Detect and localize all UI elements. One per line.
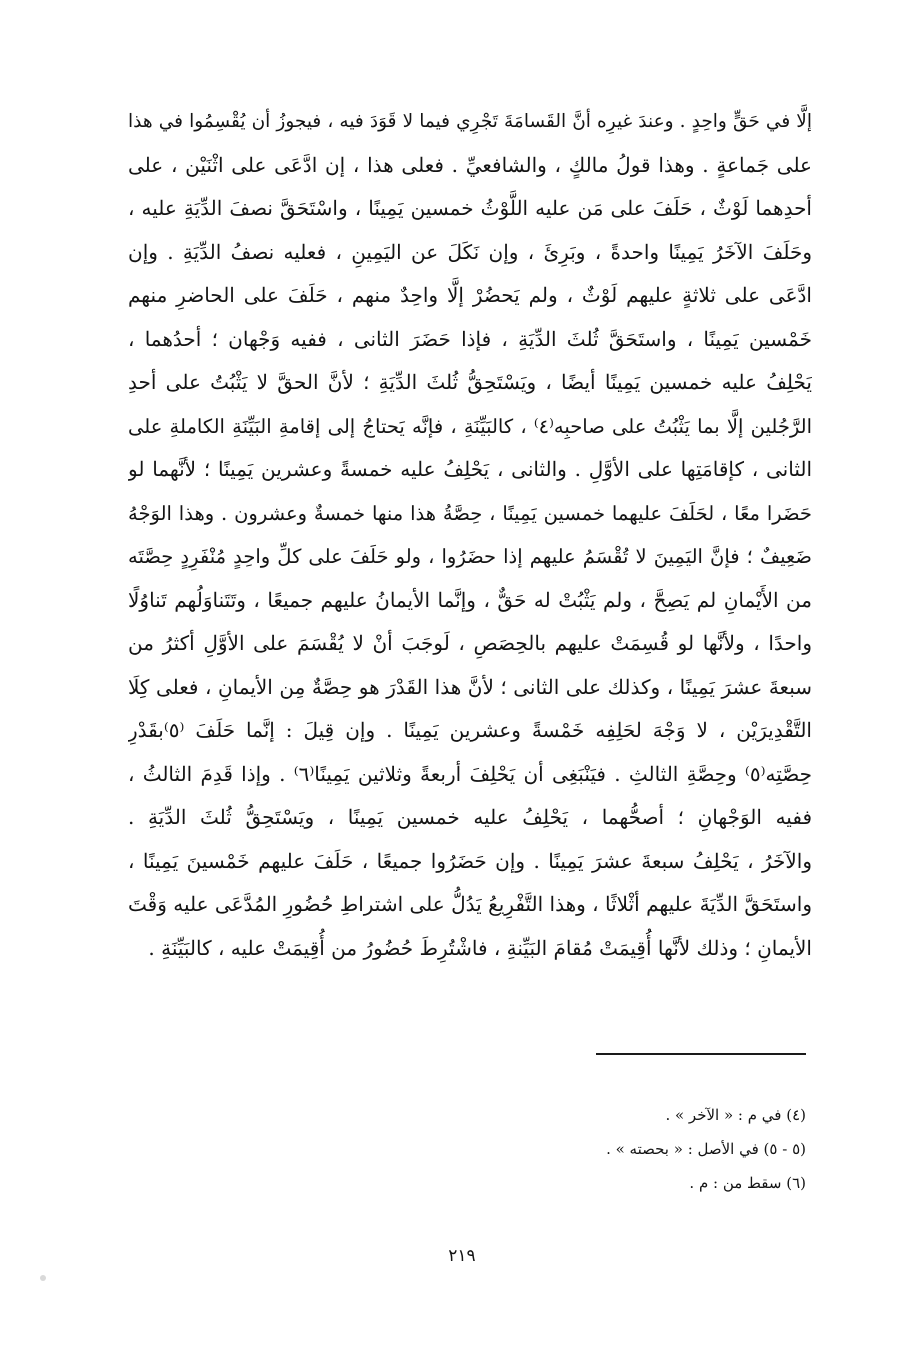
text-line: خَمْسين يَمِينًا ، واستَحَقَّ ثُلثَ الدِّيَةِ ، فإذا حَضَرَ الثانى ، ففيه وَجْهان ؛ أحدُهما ،	[128, 326, 812, 351]
text-line: واحدًا ، ولأنَّها لو قُسِمَتْ عليهم بالحِصَصِ ، لَوجَبَ أنْ لا يُقْسَمَ على الأوَّلِ أكثرُ من	[128, 631, 812, 655]
footnote: (٦) سقط من : م .	[689, 1174, 806, 1192]
text-line: ادَّعَى على ثلاثةٍ عليهم لَوْثٌ ، ولم يَحضُرْ إلَّا واحِدٌ منهم ، حَلَفَ على الحاضرِ منهم	[128, 283, 812, 307]
text-line: واستَحَقَّ الدِّيَةَ عليهم أثْلاثًا ، وهذا التَّفْرِيعُ يَدُلُّ على اشتراطِ حُضُورِ المُدَّعَى عليه وَقْتَ	[128, 892, 812, 916]
text-line: الرَّجُلين إلَّا بما يَثْبُتُ على صاحبِه⁽٤⁾ ، كالبَيِّنَةِ ، فإنَّه يَحتاجُ إلى إقامةِ البَيِّنَةِ الكاملةِ على	[128, 414, 812, 438]
text-line: الثانى ، كإقامَتِها على الأوَّلِ . والثانى ، يَحْلِفُ عليه خمسةً وعشرين يَمِينًا ؛ لأنَّهما لو	[128, 457, 812, 481]
text-line: أحدِهما لَوْثٌ ، حَلَفَ على مَن عليه اللَّوْثُ خمسين يَمِينًا ، واسْتَحَقَّ نصفَ الدِّيَةِ عليه ،	[128, 196, 812, 220]
text-line: الأيمانِ ؛ وذلك لأنَّها أُقِيمَتْ مُقامَ البَيِّنةِ ، فاشْتُرِطَ حُضُورُ من أُقِيمَتْ عليه ، كالبَيِّنَةِ .	[148, 935, 812, 960]
text-line: ففيه الوَجْهانِ ؛ أصحُّهما ، يَحْلِفُ عليه خمسين يَمِينًا ، ويَسْتَحِقُّ ثُلثَ الدِّيَةِ .	[128, 805, 812, 829]
main-text-block	[128, 100, 812, 970]
text-line: ضَعِيفٌ ؛ فإنَّ اليَمِينَ لا تُقْسَمُ عليهم إذا حضَرُوا ، ولو حَلَفَ على كلِّ واحِدٍ مُنْفَرِدٍ حِصَّتَه	[128, 545, 812, 568]
footnote-separator	[596, 1053, 806, 1055]
page-number: ٢١٩	[448, 1246, 476, 1266]
footnote: (٥ - ٥) في الأصل : « بحصته » .	[606, 1140, 806, 1158]
text-line: وحَلَفَ الآخَرُ يَمِينًا واحدةً ، وبَرِئَ ، وإن نَكَلَ عن اليَمِينِ ، فعليه نصفُ الدِّيَةِ . وإن	[128, 239, 812, 264]
text-line: من الأَيْمانِ لم يَصِحَّ ، ولم يَثْبُتْ له حَقٌّ ، وإنَّما الأيمانُ عليهم جميعًا ، وتَتَناوَلُهم تَناوُلًا	[128, 587, 812, 612]
text-line: إلَّا في حَقٍّ واحِدٍ . وعندَ غيرِه أنَّ القَسامَةَ تَجْرِي فيما لا قَوَدَ فيه ، فيجوزُ أن يُقْسِمُوا في هذا	[128, 111, 812, 132]
scan-speck	[40, 1275, 46, 1281]
text-line: حَضَرا معًا ، لحَلَفَ عليهما خمسين يَمِينًا ، حِصَّةُ هذا منها خمسةٌ وعشرون . وهذا الوَجْهُ	[128, 501, 812, 525]
text-line: سبعةَ عشرَ يَمِينًا ، وكذلك على الثانى ؛ لأنَّ هذا القَدْرَ هو حِصَّةٌ مِن الأيمانِ ، فعلى كِلَا	[128, 674, 812, 699]
footnotes-block	[400, 1098, 806, 1200]
text-line: التَّقْدِيرَيْن ، لا وَجْهَ لحَلِفِه خَمْسةً وعشرين يَمِينًا . وإن قِيلَ : إنَّما حَلَفَ ⁽٥⁾بقَدْرِ	[128, 718, 812, 742]
text-line: على جَماعةٍ . وهذا قولُ مالكٍ ، والشافعيِّ . فعلى هذا ، إن ادَّعَى على اثْنَيْن ، على	[128, 152, 812, 177]
text-line: والآخَرُ ، يَحْلِفُ سبعةَ عشرَ يَمِينًا . وإن حَضَرُوا جميعًا ، حَلَفَ عليهم خَمْسينَ يَمِينًا ،	[128, 848, 812, 873]
footnote: (٤) في م : « الآخر » .	[665, 1106, 806, 1124]
text-line: حِصَّتِه⁽٥⁾ وحِصَّةِ الثالثِ . فيَنْبَغِى أن يَحْلِفَ أربعةً وثلاثين يَمِينًا⁽٦⁾ . وإذا قَدِمَ الثالثُ ،	[128, 761, 812, 786]
text-line: يَحْلِفُ عليه خمسين يَمِينًا أيضًا ، ويَسْتَحِقُّ ثُلثَ الدِّيَةِ ؛ لأنَّ الحقَّ لا يَثْبُتُ على أحدِ	[128, 370, 812, 394]
